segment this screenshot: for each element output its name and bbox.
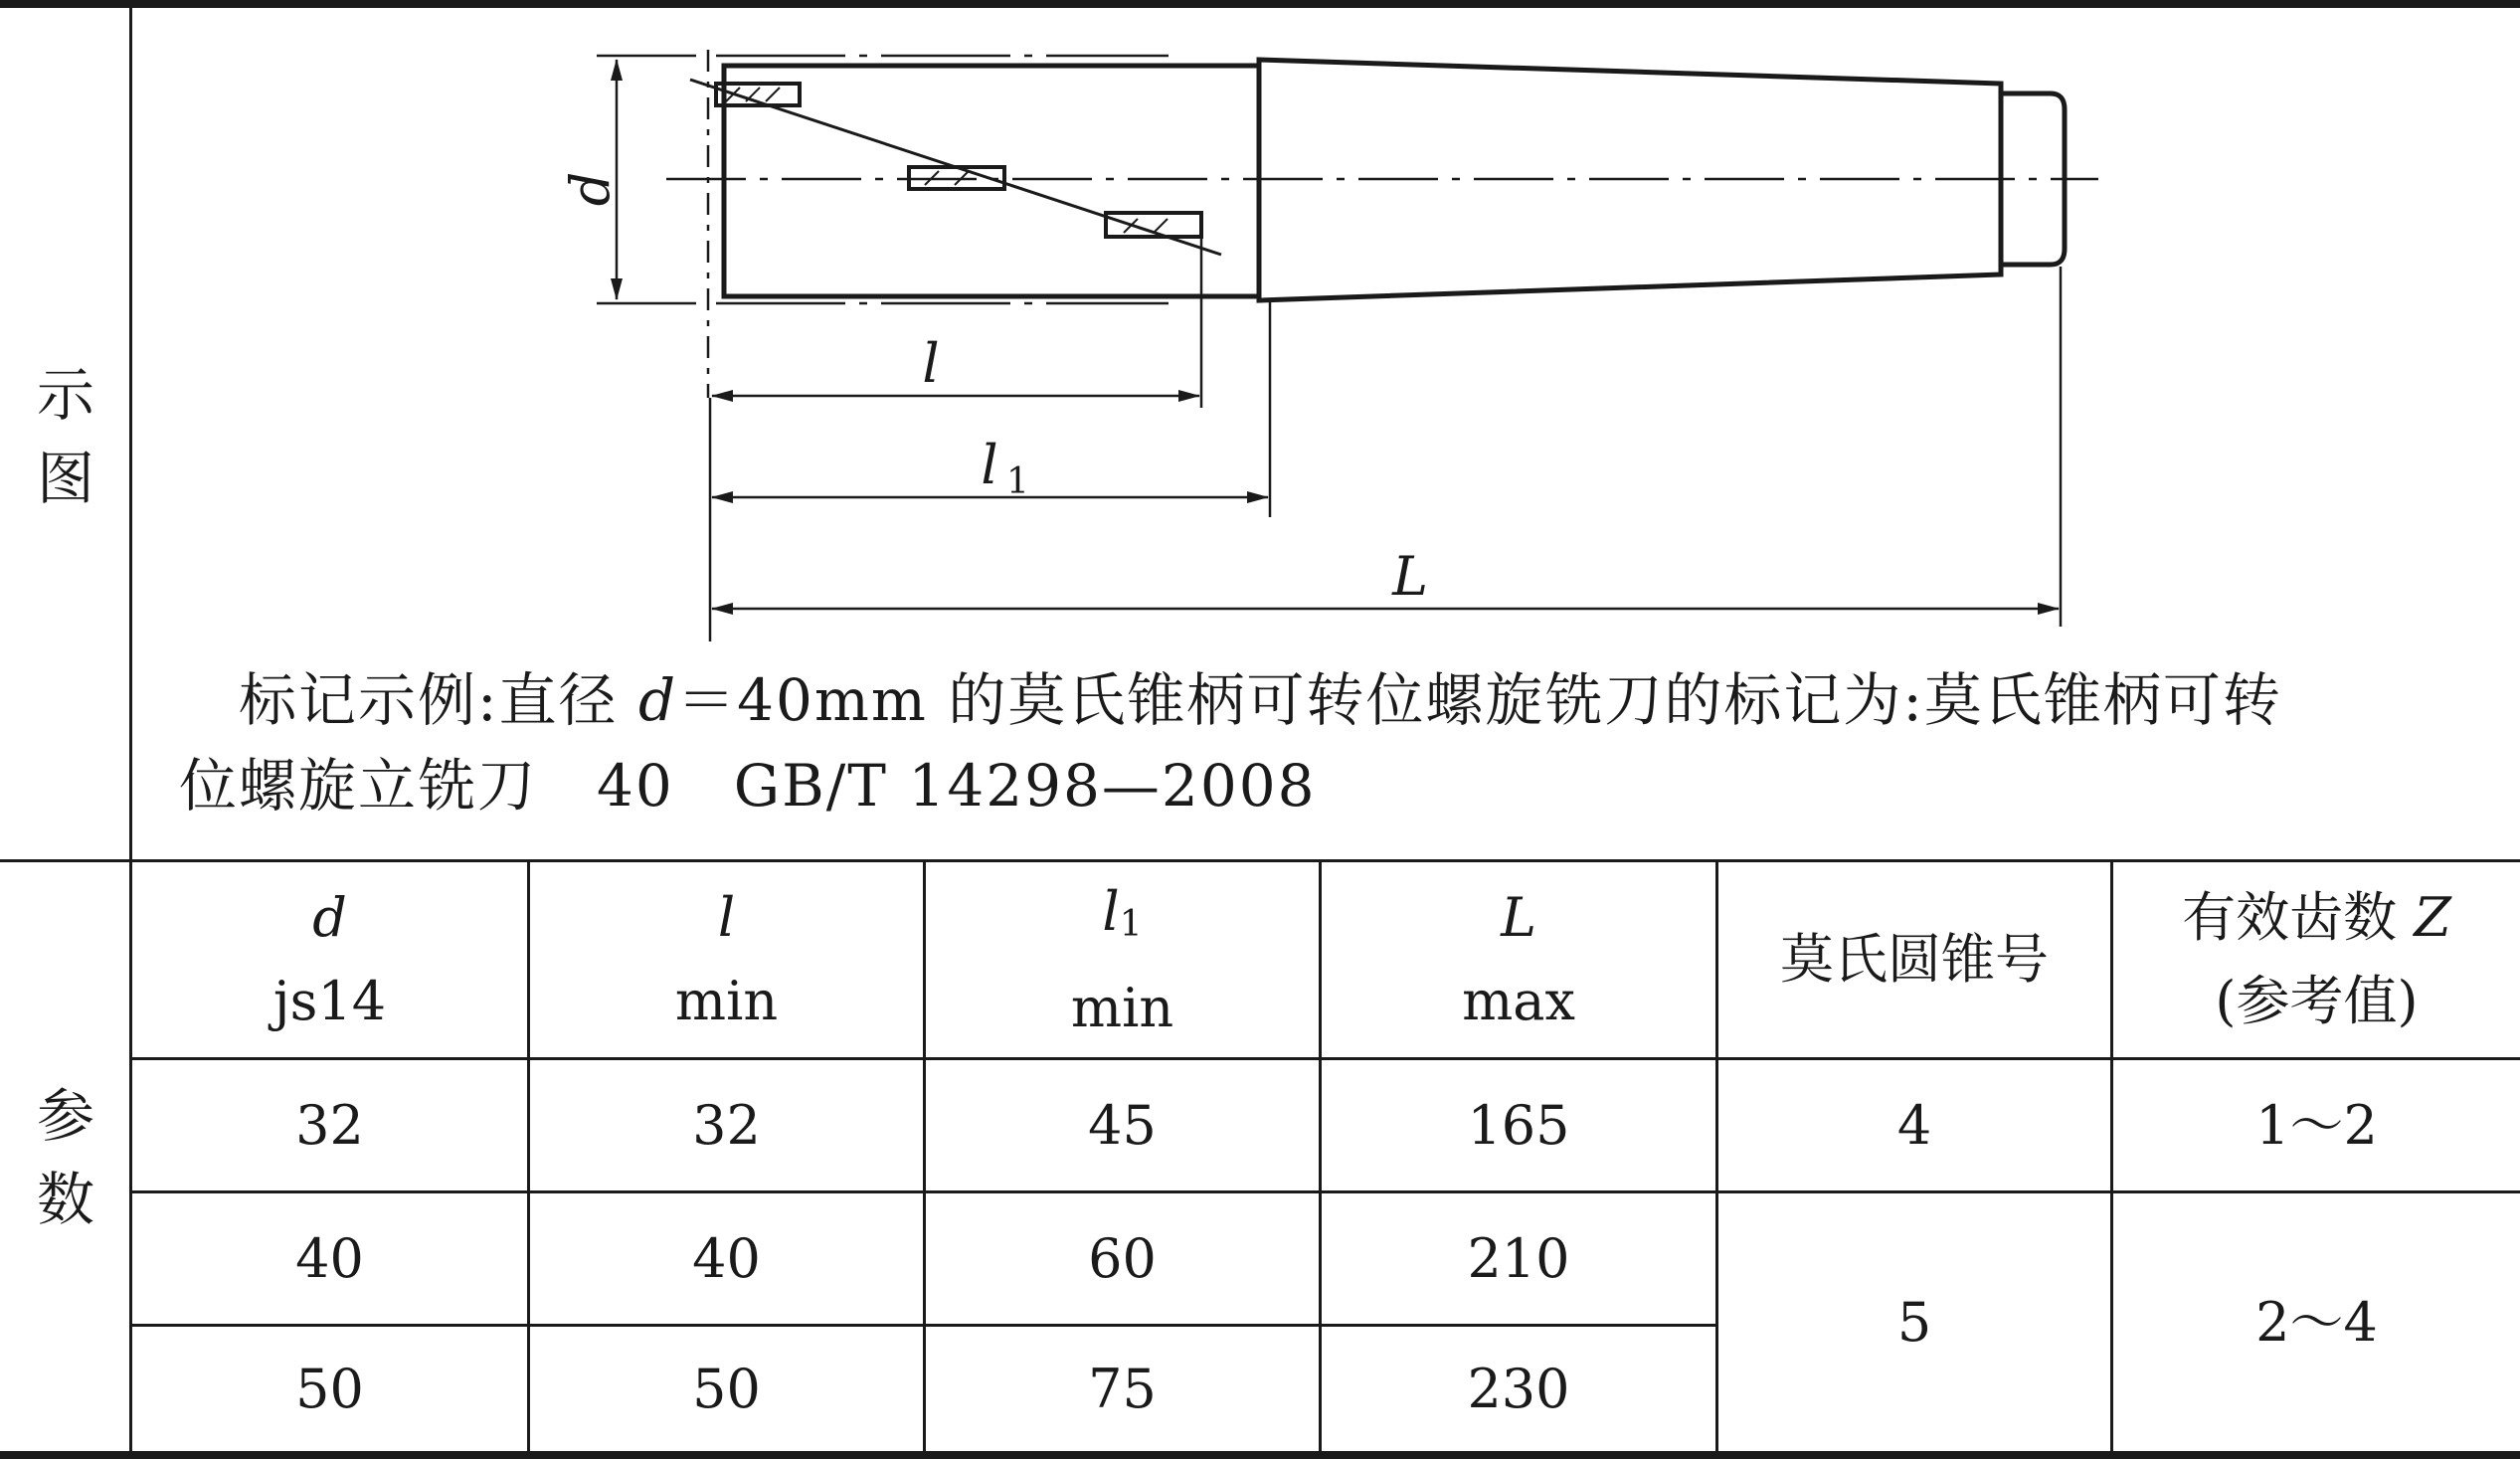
- l1-dimension-label: l: [981, 434, 998, 496]
- row3-d: 50: [295, 1357, 364, 1420]
- params-row-label-char-1: 参: [36, 1082, 94, 1150]
- header-d-symbol: d: [312, 886, 347, 949]
- header-morse-taper-no-text: 莫氏圆锥号: [1780, 928, 2049, 991]
- row2-L: 210: [1467, 1226, 1570, 1290]
- header-effective-teeth-ref: (参考值): [2215, 970, 2419, 1032]
- diagram-row-label-char-1: 示: [36, 361, 94, 429]
- header-l1-symbol: l: [1102, 879, 1120, 943]
- marking-example-variable: d: [637, 666, 678, 734]
- marking-example-line-1: [239, 656, 2520, 744]
- row3-l: 50: [692, 1357, 761, 1420]
- header-L: [1322, 862, 1715, 1057]
- header-L-symbol: L: [1501, 886, 1536, 949]
- d-dimension-label: d: [559, 171, 622, 207]
- header-l-symbol: l: [717, 886, 736, 949]
- l-dimension-label: l: [922, 332, 940, 395]
- row1-L: 165: [1467, 1093, 1570, 1157]
- row2-l1: 60: [1088, 1226, 1157, 1290]
- L-dimension-label: L: [1392, 545, 1428, 608]
- header-L-note: max: [1462, 970, 1575, 1032]
- l1-dimension-subscript: 1: [1006, 461, 1029, 502]
- header-d: [132, 862, 527, 1057]
- header-effective-teeth-text: 有效齿数: [2182, 886, 2415, 949]
- header-l: [530, 862, 923, 1057]
- header-effective-teeth-var: Z: [2414, 886, 2451, 949]
- params-row-label-char-2: 数: [36, 1166, 94, 1233]
- header-l1: [926, 862, 1319, 1057]
- row2-3-morse-no: 5: [1896, 1290, 1932, 1354]
- marking-example-text-b: ＝40mm 的莫氏锥柄可转位螺旋铣刀的标记为:莫氏锥柄可转: [677, 666, 2282, 734]
- marking-example-line-2: 位螺旋立铣刀 40 GB/T 14298—2008: [179, 752, 1317, 820]
- header-d-tolerance: js14: [272, 970, 387, 1032]
- cutter-body: [724, 66, 1259, 296]
- row1-teeth: 1～2: [2255, 1093, 2378, 1157]
- row3-L: 230: [1467, 1357, 1570, 1420]
- row2-3-teeth: 2～4: [2255, 1290, 2378, 1354]
- header-morse-taper-no: [1718, 862, 2110, 1057]
- row3-l1: 75: [1088, 1357, 1157, 1420]
- header-l-note: min: [674, 970, 779, 1032]
- row1-l: 32: [692, 1093, 761, 1157]
- row2-l: 40: [692, 1226, 761, 1290]
- row1-l1: 45: [1088, 1093, 1157, 1157]
- milling-cutter-drawing: [0, 0, 2520, 656]
- header-l1-note: min: [1070, 976, 1174, 1039]
- row1-d: 32: [295, 1093, 364, 1157]
- diagram-row-label-char-2: 图: [36, 445, 94, 512]
- row1-morse-no: 4: [1896, 1093, 1932, 1157]
- helix-line: [690, 80, 1221, 255]
- row2-d: 40: [295, 1226, 364, 1290]
- header-effective-teeth: [2113, 862, 2520, 1057]
- params-row-label: [0, 1074, 131, 1241]
- header-l1-subscript: 1: [1119, 903, 1143, 945]
- marking-example-text-a: 标记示例:直径: [239, 666, 638, 734]
